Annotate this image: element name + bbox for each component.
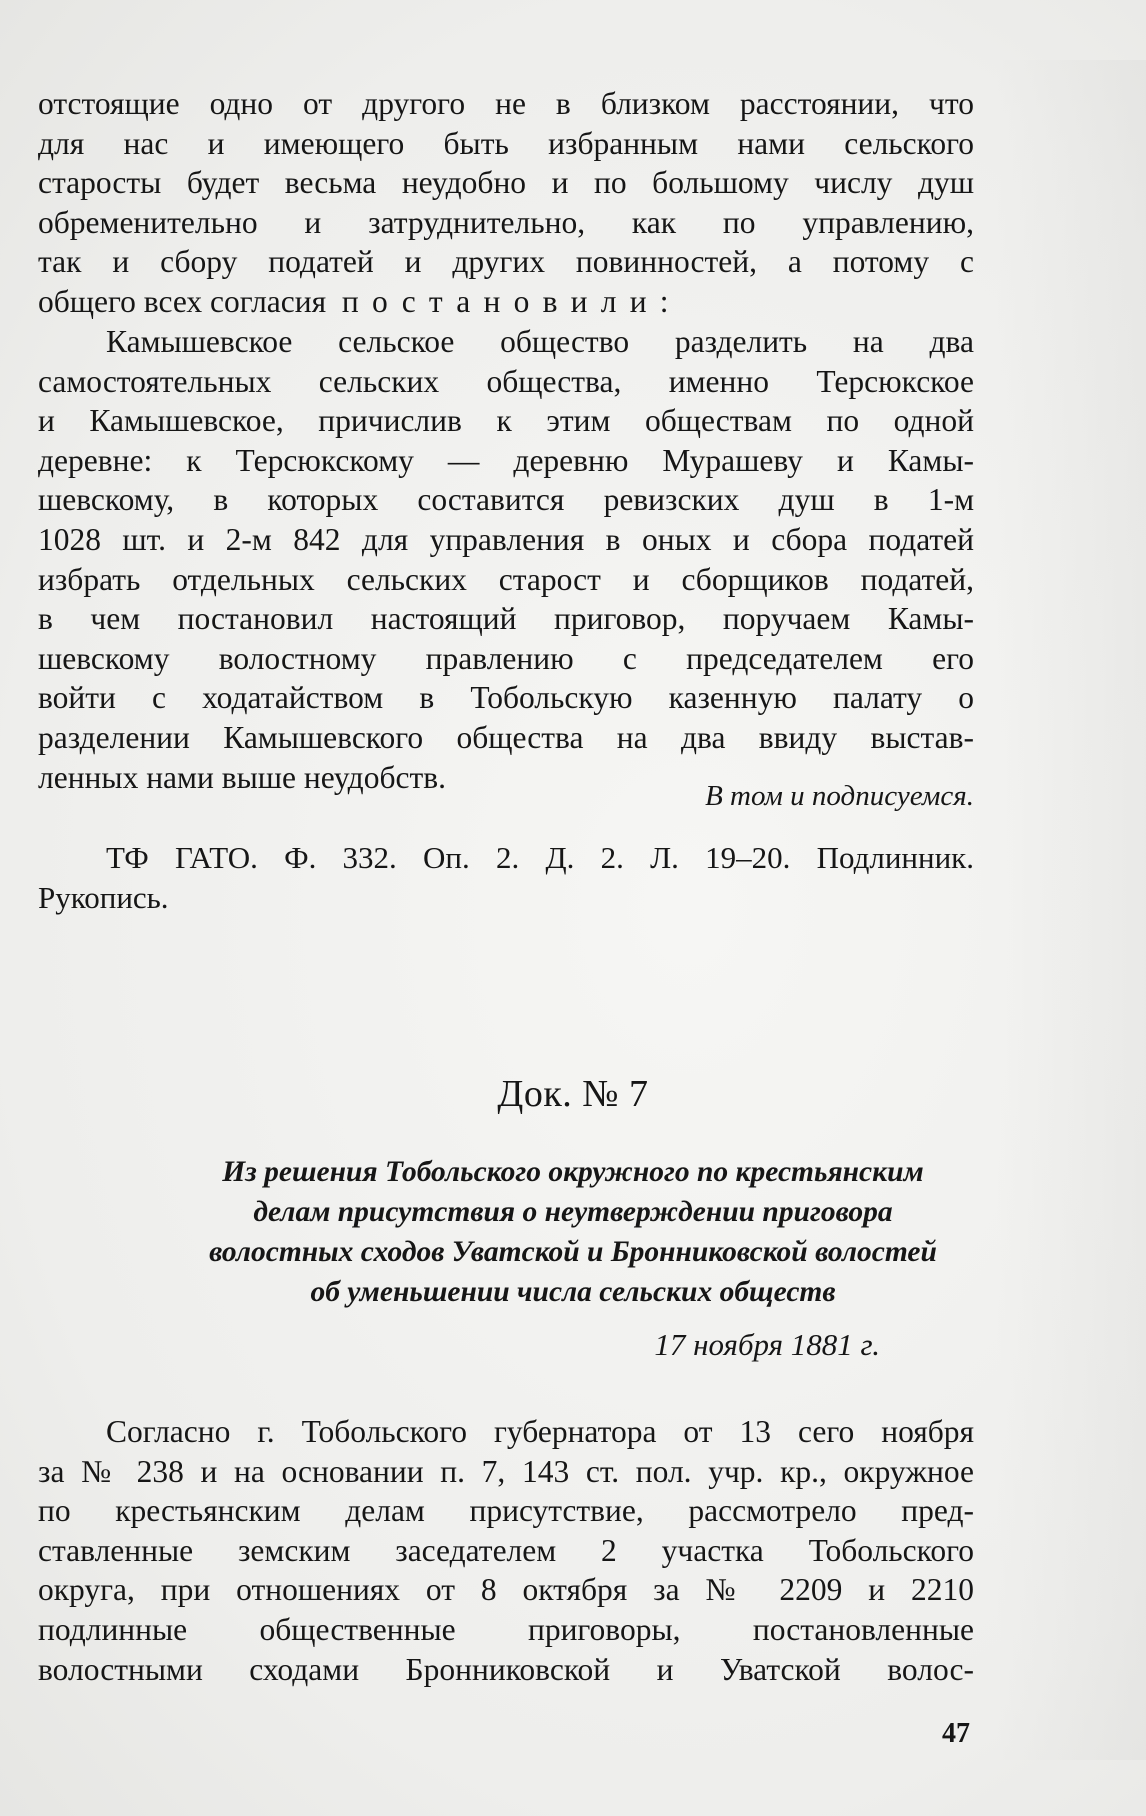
text-line: Согласно г. Тобольского губернатора от 13 сего ноября <box>106 1414 974 1449</box>
text-line: шевскому, в которых составится ревизских душ в 1-м <box>38 482 974 518</box>
text-line: так и сбору податей и других повинностей, а потому с <box>38 244 974 280</box>
text-line: разделении Камышевского общества на два ввиду выстав- <box>38 719 974 755</box>
text-line: по крестьянским делам присутствие, рассмотрело пред- <box>38 1493 974 1529</box>
text-line: в чем постановил настоящий приговор, поручаем Камы- <box>38 601 974 637</box>
source-line: Рукопись. <box>38 880 169 915</box>
text-line: самостоятельных сельских общества, именно Терсюкское <box>38 363 974 399</box>
title-line: волостных сходов Уватской и Бронниковской волостей <box>209 1236 937 1268</box>
signature-note: В том и подписуемся. <box>705 780 974 812</box>
text-line: обременительно и затруднительно, как по управлению, <box>38 204 974 240</box>
resolution-line <box>38 282 974 322</box>
text-line: волостными сходами Бронниковской и Уватской волос- <box>38 1651 974 1687</box>
document-date: 17 ноября 1881 г. <box>654 1327 880 1362</box>
text-line: избрать отдельных сельских старост и сборщиков податей, <box>38 561 974 597</box>
bleed-through-shadow <box>996 60 1146 1760</box>
text-line: шевскому волостному правлению с председателем его <box>38 640 974 676</box>
archival-source <box>38 838 974 918</box>
text-line: и Камышевское, причислив к этим обществам по одной <box>38 403 974 439</box>
continuation-text <box>38 84 974 322</box>
text-line: войти с ходатайством в Тобольскую казенную палату о <box>38 680 974 716</box>
text-line: 1028 шт. и 2-м 842 для управления в оных и сбора податей <box>38 521 974 557</box>
source-line: ТФ ГАТО. Ф. 332. Оп. 2. Д. 2. Л. 19–20. Подлинник. <box>106 840 974 875</box>
text-line: для нас и имеющего быть избранным нами сельского <box>38 125 974 161</box>
body-paragraph <box>38 1412 974 1689</box>
text-line: подлинные общественные приговоры, постановленные <box>38 1611 974 1647</box>
text-line: округа, при отношениях от 8 октября за № 2209 и 2210 <box>38 1572 974 1608</box>
document-heading: Док. № 7 <box>497 1073 649 1115</box>
title-line: Из решения Тобольского окружного по крестьянским <box>222 1156 924 1188</box>
text-line: Камышевское сельское общество разделить на два <box>106 324 974 359</box>
text-line: старосты будет весьма неудобно и по большому числу душ <box>38 165 974 201</box>
text-line: ленных нами выше неудобств. <box>38 759 446 795</box>
resolution-prefix: общего всех согласия <box>38 283 327 319</box>
title-line: об уменьшении числа сельских обществ <box>310 1276 836 1308</box>
resolution-word: постановили: <box>341 283 682 319</box>
text-line: за № 238 и на основании п. 7, 143 ст. пол. учр. кр., окружное <box>38 1453 974 1489</box>
decision-paragraph <box>38 322 974 797</box>
document-title <box>40 1152 1106 1312</box>
page-number: 47 <box>942 1718 970 1749</box>
text-line: ставленные земским заседателем 2 участка Тобольского <box>38 1532 974 1568</box>
text-line: отстоящие одно от другого не в близком расстоянии, что <box>38 86 974 121</box>
title-line: делам присутствия о неутверждении приговора <box>253 1196 893 1228</box>
text-line: деревне: к Терсюкскому — деревню Мурашеву и Камы- <box>38 442 974 478</box>
